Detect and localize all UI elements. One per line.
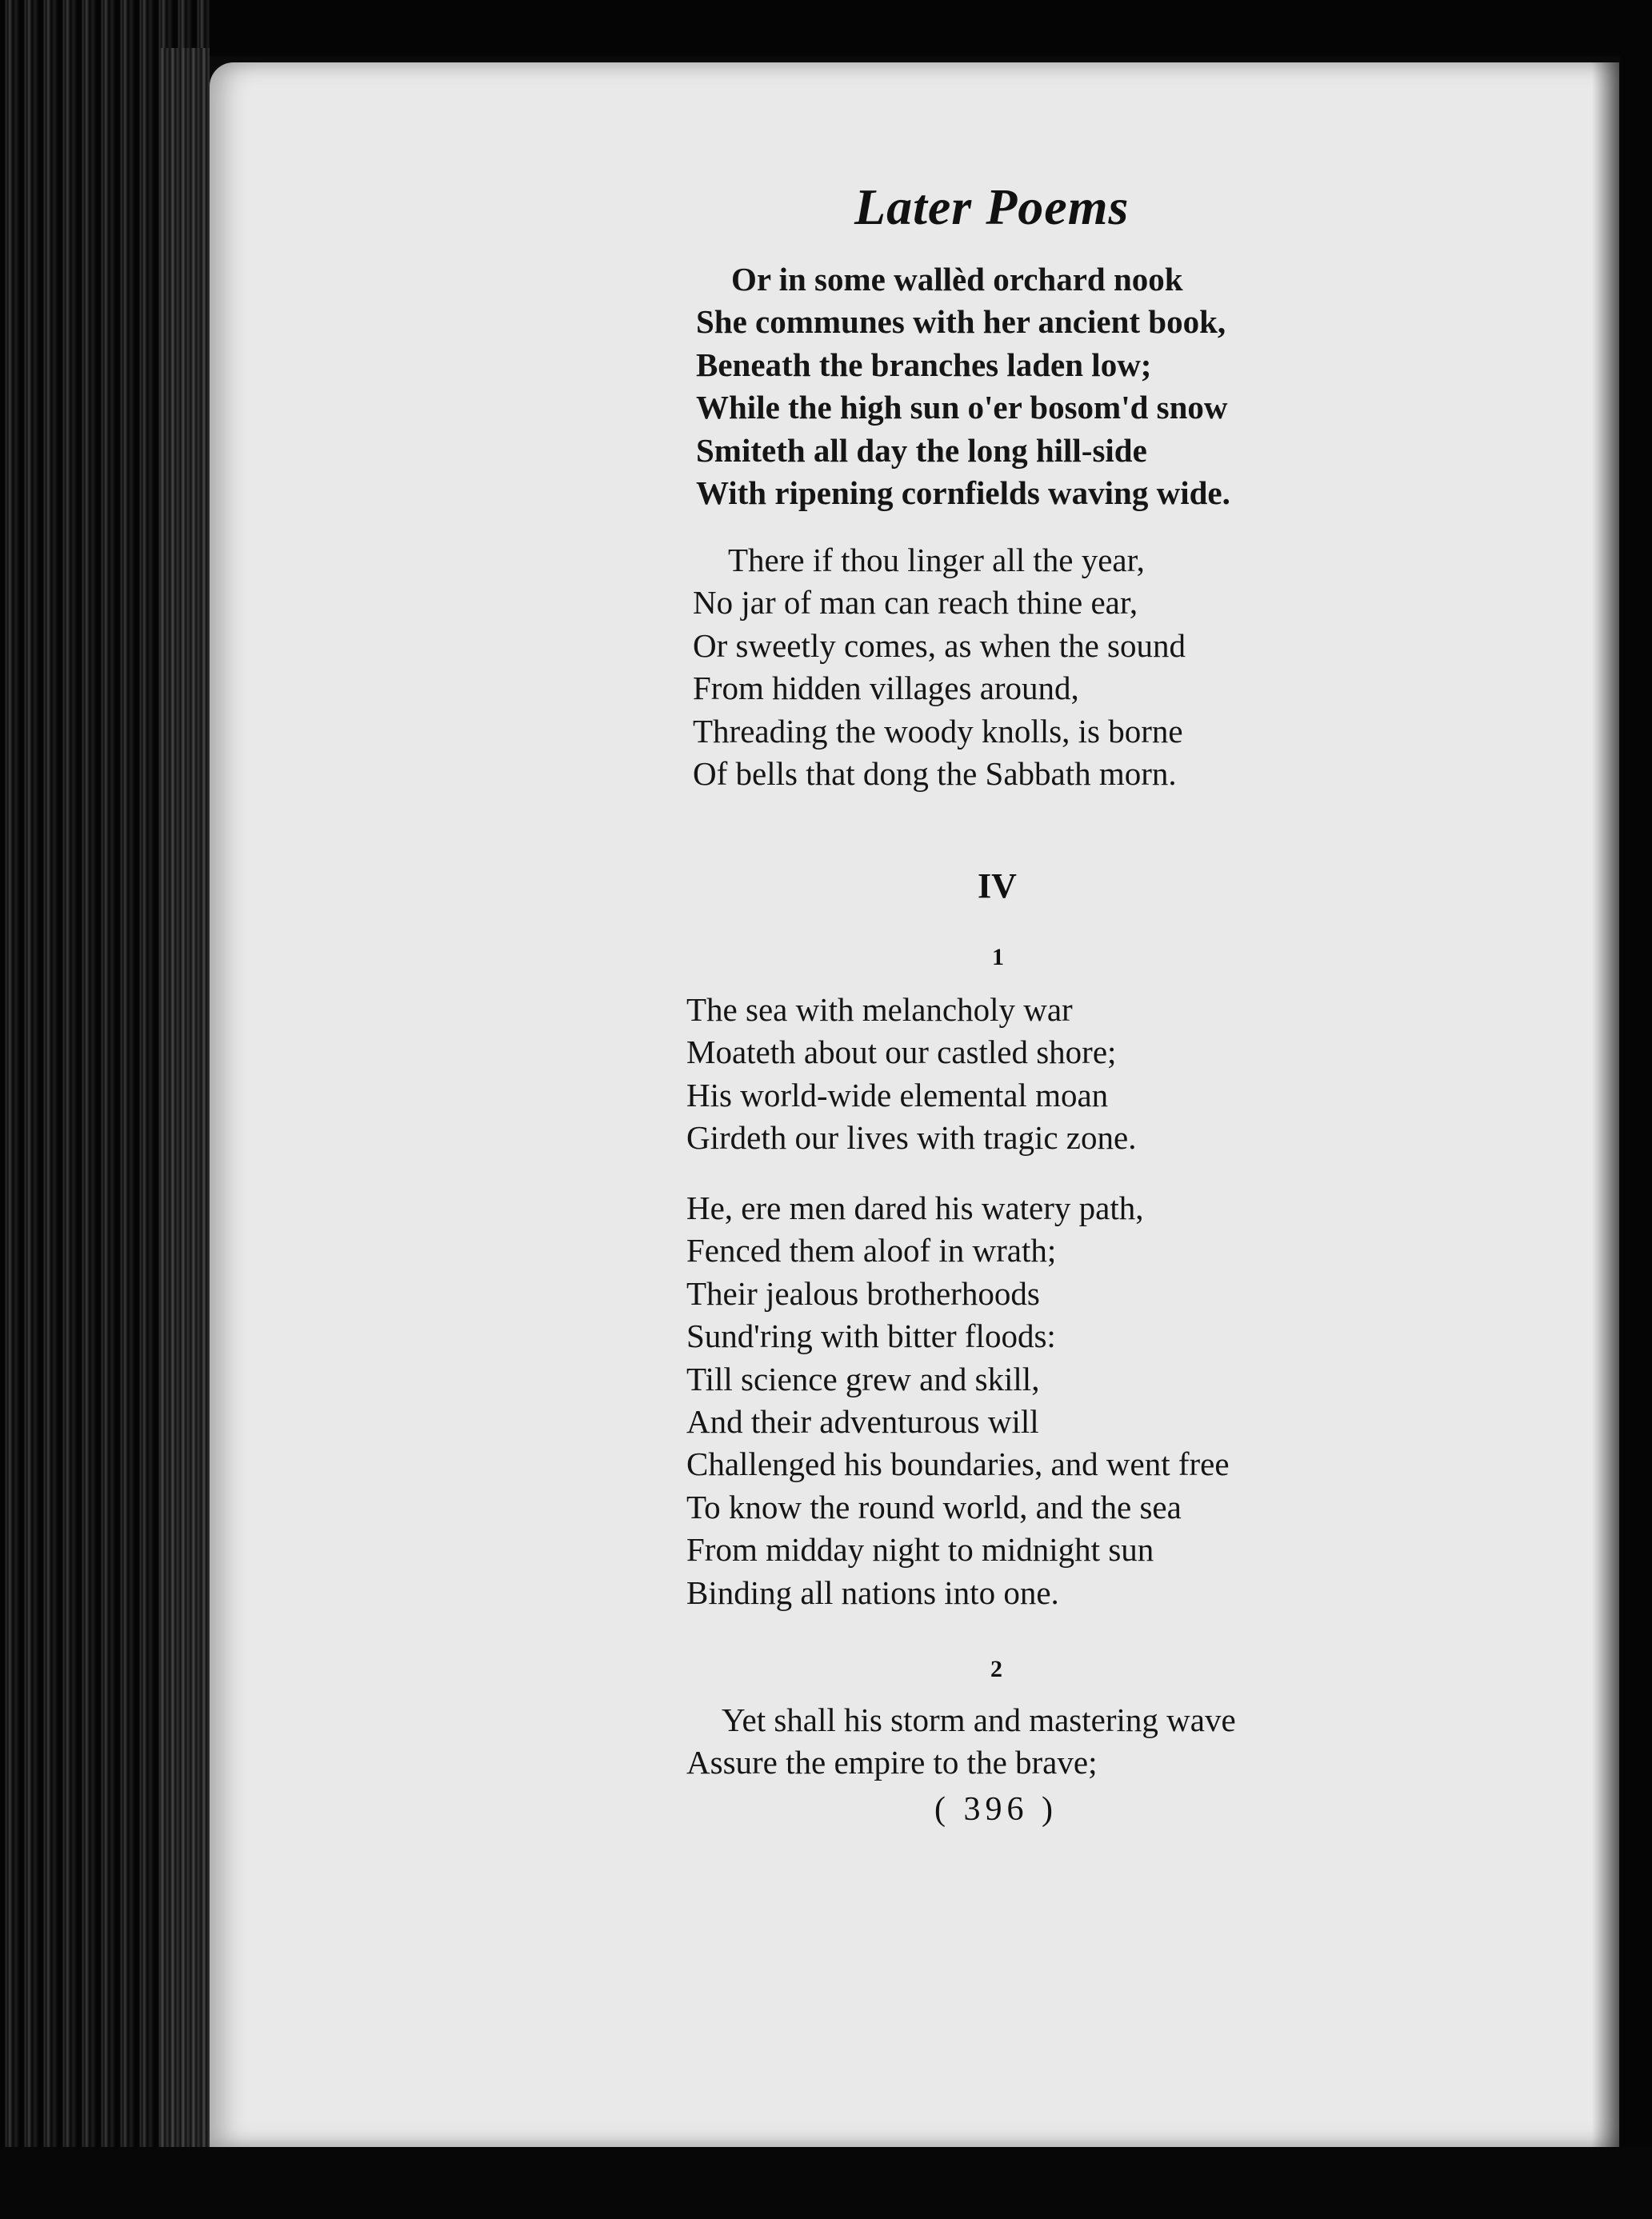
stanza-2 xyxy=(693,539,1186,795)
verse-line: Till science grew and skill, xyxy=(686,1360,1040,1397)
verse-line: Beneath the branches laden low; xyxy=(696,346,1152,383)
book-page-edges xyxy=(0,0,210,2219)
verse-line: His world-wide elemental moan xyxy=(686,1076,1109,1113)
verse-line: Challenged his boundaries, and went free xyxy=(686,1445,1230,1483)
stanza-5 xyxy=(686,1699,1236,1785)
verse-line: Smiteth all day the long hill-side xyxy=(696,431,1147,469)
page-gutter-shadow xyxy=(1592,62,1619,2147)
verse-line: Or sweetly comes, as when the sound xyxy=(693,626,1186,664)
verse-line: Fenced them aloof in wrath; xyxy=(686,1232,1057,1269)
verse-line: Threading the woody knolls, is borne xyxy=(693,712,1183,750)
stanza-4 xyxy=(686,1187,1230,1614)
verse-line: The sea with melancholy war xyxy=(686,991,1073,1028)
verse-line: To know the round world, and the sea xyxy=(686,1488,1182,1525)
scan-bottom-border xyxy=(0,2147,1652,2219)
verse-line: While the high sun o'er bosom'd snow xyxy=(696,389,1228,426)
verse-line: No jar of man can reach thine ear, xyxy=(693,584,1138,622)
section-numeral: IV xyxy=(978,866,1017,906)
verse-line: Moateth about our castled shore; xyxy=(686,1034,1117,1071)
verse-line: Sund'ring with bitter floods: xyxy=(686,1317,1056,1355)
part-number-2: 2 xyxy=(990,1656,1002,1682)
scan-top-border xyxy=(0,0,1652,56)
running-head: Later Poems xyxy=(854,178,1130,235)
verse-line: There if thou linger all the year, xyxy=(728,542,1145,578)
scan-right-border xyxy=(1620,0,1652,2219)
verse-line: Assure the empire to the brave; xyxy=(686,1744,1098,1781)
page-number: ( 396 ) xyxy=(934,1791,1058,1828)
verse-line: She communes with her ancient book, xyxy=(696,303,1226,341)
stanza-1 xyxy=(696,258,1230,514)
verse-line: Their jealous brotherhoods xyxy=(686,1274,1040,1312)
verse-line: From midday night to midnight sun xyxy=(686,1531,1154,1569)
part-number-1: 1 xyxy=(992,944,1004,970)
verse-line: Yet shall his storm and mastering wave xyxy=(722,1701,1236,1738)
verse-line: And their adventurous will xyxy=(686,1403,1039,1441)
verse-line: He, ere men dared his watery path, xyxy=(686,1189,1144,1226)
verse-line: Binding all nations into one. xyxy=(686,1573,1059,1611)
verse-line: Of bells that dong the Sabbath morn. xyxy=(693,755,1177,793)
verse-line: Girdeth our lives with tragic zone. xyxy=(686,1119,1137,1157)
verse-line: With ripening cornfields waving wide. xyxy=(696,474,1230,512)
verse-line: From hidden villages around, xyxy=(693,670,1079,707)
verse-line: Or in some wallèd orchard nook xyxy=(731,261,1183,298)
stanza-3 xyxy=(686,989,1136,1160)
